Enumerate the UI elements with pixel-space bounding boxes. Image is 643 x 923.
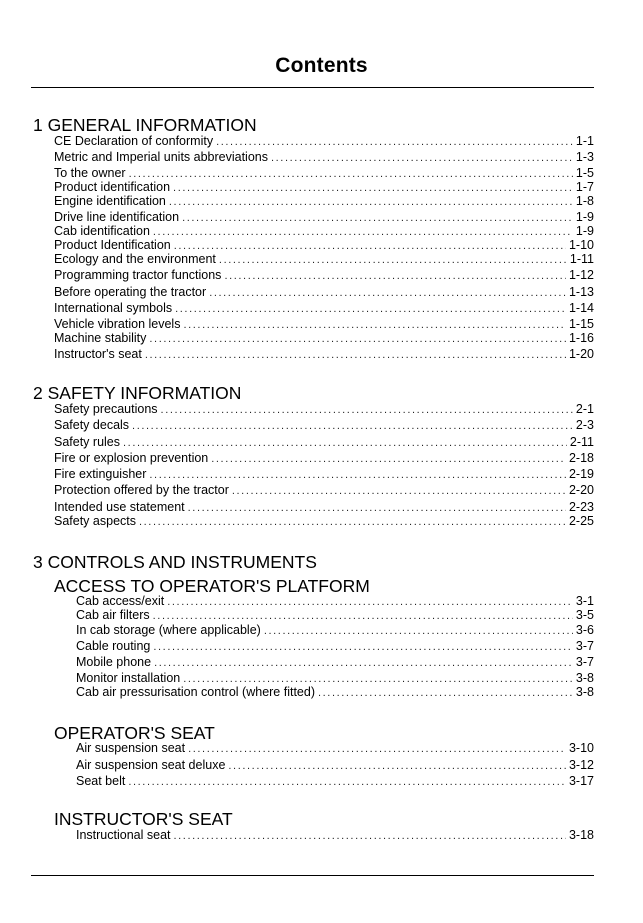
- dot-leader: [271, 150, 573, 166]
- toc-entry-label: To the owner: [54, 166, 126, 180]
- toc-entry[interactable]: [54, 133, 594, 149]
- toc-entry[interactable]: [76, 740, 594, 756]
- toc-page-number: 3-6: [575, 623, 594, 637]
- bottom-rule: [31, 875, 594, 876]
- toc-page-number: 2-23: [568, 500, 594, 514]
- toc-entry[interactable]: [76, 622, 594, 638]
- dot-leader: [224, 268, 566, 284]
- toc-page-number: 3-10: [568, 741, 594, 755]
- toc-page-number: 1-1: [575, 134, 594, 148]
- toc-page-number: 3-7: [575, 655, 594, 669]
- toc-entry-label: Cab air filters: [76, 608, 150, 622]
- page-title: Contents: [275, 54, 368, 77]
- toc-entry-label: Machine stability: [54, 331, 147, 345]
- toc-entry[interactable]: [54, 450, 594, 466]
- toc-entry-label: Instructor's seat: [54, 347, 142, 361]
- dot-leader: [228, 758, 566, 774]
- toc-entry-label: Safety precautions: [54, 402, 158, 416]
- toc-page-number: 1-5: [575, 166, 594, 180]
- toc-entry-label: Drive line identification: [54, 210, 180, 224]
- section-title: 3 CONTROLS AND INSTRUMENTS: [33, 552, 317, 572]
- dot-leader: [209, 285, 566, 301]
- toc-entry[interactable]: [54, 330, 594, 346]
- toc-entry-label: Before operating the tractor: [54, 285, 207, 299]
- toc-page-number: 1-10: [568, 238, 594, 252]
- toc-page-number: 1-9: [575, 224, 594, 238]
- toc-page-number: 3-8: [575, 671, 594, 685]
- toc-page-number: 1-3: [575, 150, 594, 164]
- toc-page-number: 3-7: [575, 639, 594, 653]
- toc-entry-label: Instructional seat: [76, 828, 171, 842]
- toc-entry[interactable]: [76, 827, 594, 843]
- dot-leader: [264, 623, 573, 639]
- toc-entry[interactable]: [54, 346, 594, 362]
- toc-page-number: 3-5: [575, 608, 594, 622]
- toc-page-number: 2-1: [575, 402, 594, 416]
- toc-entry-label: Ecology and the environment: [54, 252, 216, 266]
- toc-entry[interactable]: [54, 513, 594, 529]
- toc-entry-label: Mobile phone: [76, 655, 152, 669]
- dot-leader: [232, 483, 566, 499]
- toc-entry-label: Safety aspects: [54, 514, 136, 528]
- dot-leader: [145, 347, 566, 363]
- toc-entry[interactable]: [54, 149, 594, 165]
- toc-page-number: 1-15: [568, 317, 594, 331]
- dot-leader: [149, 331, 566, 347]
- toc-entry[interactable]: [54, 193, 594, 209]
- toc-entry[interactable]: [76, 607, 594, 623]
- dot-leader: [219, 252, 567, 268]
- toc-page-number: 2-18: [568, 451, 594, 465]
- toc-entry[interactable]: [76, 684, 594, 700]
- dot-leader: [149, 467, 566, 483]
- dot-leader: [139, 514, 566, 530]
- top-rule: [31, 87, 594, 88]
- toc-page-number: 1-9: [575, 210, 594, 224]
- toc-page-number: 1-14: [568, 301, 594, 315]
- toc-entry[interactable]: [54, 300, 594, 316]
- toc-entry[interactable]: [76, 654, 594, 670]
- toc-page-number: 3-8: [575, 685, 594, 699]
- toc-entry[interactable]: [54, 434, 594, 450]
- toc-entry-label: Fire or explosion prevention: [54, 451, 209, 465]
- toc-page-number: 1-20: [568, 347, 594, 361]
- dot-leader: [153, 639, 573, 655]
- toc-entry[interactable]: [54, 417, 594, 433]
- dot-leader: [169, 194, 573, 210]
- toc-entry-label: Air suspension seat: [76, 741, 186, 755]
- toc-entry-label: Cab identification: [54, 224, 150, 238]
- toc-entry[interactable]: [54, 466, 594, 482]
- toc-entry-label: Safety decals: [54, 418, 130, 432]
- toc-page-number: 2-19: [568, 467, 594, 481]
- toc-page-number: 1-12: [568, 268, 594, 282]
- dot-leader: [174, 828, 566, 844]
- dot-leader: [188, 741, 566, 757]
- subsection-title: ACCESS TO OPERATOR'S PLATFORM: [54, 576, 370, 596]
- toc-entry[interactable]: [54, 251, 594, 267]
- toc-entry[interactable]: [54, 284, 594, 300]
- toc-page-number: 2-25: [568, 514, 594, 528]
- toc-page-number: 1-7: [575, 180, 594, 194]
- toc-entry-label: Cab air pressurisation control (where fitted): [76, 685, 315, 699]
- toc-entry-label: Protection offered by the tractor: [54, 483, 229, 497]
- toc-page-number: 3-17: [568, 774, 594, 788]
- dot-leader: [216, 134, 573, 150]
- toc-entry-label: International symbols: [54, 301, 173, 315]
- toc-entry-label: In cab storage (where applicable): [76, 623, 261, 637]
- toc-entry-label: Air suspension seat deluxe: [76, 758, 226, 772]
- dot-leader: [161, 402, 573, 418]
- toc-entry[interactable]: [54, 267, 594, 283]
- subsection-title: OPERATOR'S SEAT: [54, 723, 215, 743]
- toc-entry[interactable]: [76, 757, 594, 773]
- toc-page-number: 1-13: [568, 285, 594, 299]
- toc-entry-label: Fire extinguisher: [54, 467, 147, 481]
- toc-entry-label: Engine identification: [54, 194, 166, 208]
- dot-leader: [123, 435, 567, 451]
- subsection-title: INSTRUCTOR'S SEAT: [54, 809, 233, 829]
- toc-entry-label: Cable routing: [76, 639, 151, 653]
- toc-page-number: 1-8: [575, 194, 594, 208]
- toc-page-number: 2-3: [575, 418, 594, 432]
- toc-page-number: 2-11: [569, 435, 594, 449]
- toc-entry-label: Cab access/exit: [76, 594, 165, 608]
- toc-entry[interactable]: [76, 773, 594, 789]
- toc-entry[interactable]: [54, 482, 594, 498]
- dot-leader: [211, 451, 566, 467]
- dot-leader: [318, 685, 573, 701]
- toc-entry[interactable]: [54, 401, 594, 417]
- toc-entry-label: Product identification: [54, 180, 171, 194]
- toc-entry[interactable]: [76, 638, 594, 654]
- toc-entry-label: Monitor installation: [76, 671, 181, 685]
- dot-leader: [132, 418, 573, 434]
- section-title: 2 SAFETY INFORMATION: [33, 383, 242, 403]
- toc-page-number: 3-12: [568, 758, 594, 772]
- toc-entry-label: CE Declaration of conformity: [54, 134, 214, 148]
- toc-entry-label: Vehicle vibration levels: [54, 317, 181, 331]
- section-title: 1 GENERAL INFORMATION: [33, 115, 257, 135]
- toc-entry-label: Seat belt: [76, 774, 126, 788]
- toc-entry-label: Metric and Imperial units abbreviations: [54, 150, 268, 164]
- toc-page-number: 3-1: [575, 594, 594, 608]
- toc-page-number: 2-20: [568, 483, 594, 497]
- toc-entry-label: Intended use statement: [54, 500, 185, 514]
- toc-entry-label: Programming tractor functions: [54, 268, 222, 282]
- toc-page-number: 3-18: [568, 828, 594, 842]
- toc-entry-label: Product Identification: [54, 238, 171, 252]
- toc-page-number: 1-16: [568, 331, 594, 345]
- toc-page-number: 1-11: [569, 252, 594, 266]
- dot-leader: [175, 301, 566, 317]
- toc-entry-label: Safety rules: [54, 435, 121, 449]
- dot-leader: [128, 774, 566, 790]
- dot-leader: [154, 655, 573, 671]
